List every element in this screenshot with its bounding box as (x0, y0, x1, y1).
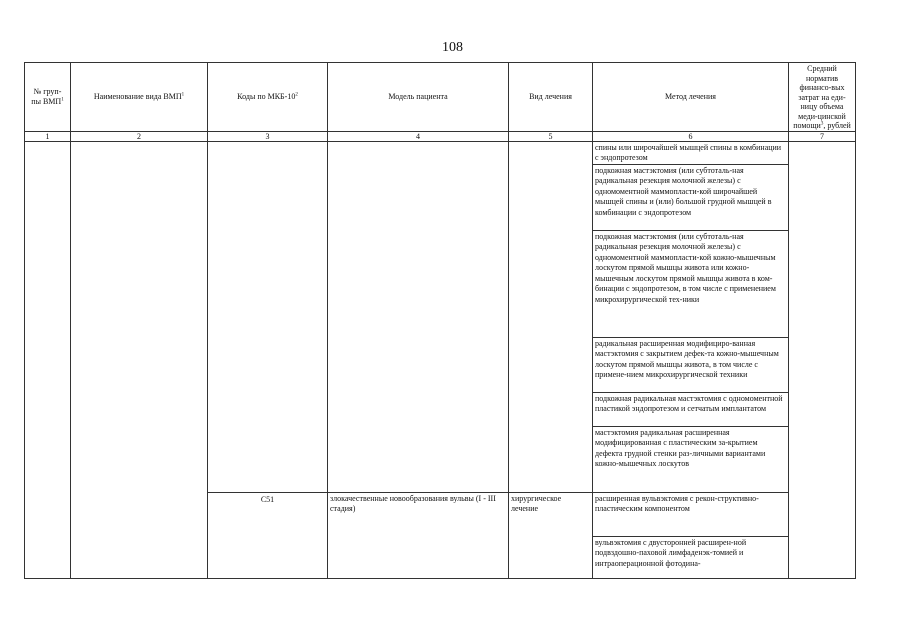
column-number-row (25, 131, 856, 141)
vmp-name-cell (71, 141, 208, 578)
column-number: 5 (509, 131, 593, 141)
method-cell (593, 578, 789, 579)
header-treatment-method: Метод лечения (593, 63, 789, 132)
patient-model-cell (328, 141, 509, 492)
table-row (25, 141, 856, 164)
header-vmp-name: Наименование вида ВМП$^1$ (71, 63, 208, 132)
column-number: 7 (789, 131, 856, 141)
method-cell: расширенная вульвэктомия с рекон-структивно-пластическим компонентом (593, 492, 789, 536)
method-cell: спины или широчайшей мышцей спины в комбинации с эндопротезом (593, 141, 789, 164)
header-patient-model: Модель пациента (328, 63, 509, 132)
cost-cell (789, 141, 856, 578)
icd-code-cell (208, 141, 328, 492)
treatment-type-cell: хирургическое лечение (509, 492, 593, 578)
method-cell: вульвэктомия с двусторонней расширен-ной подвздошно-паховой лимфаденэк-томией и интраоперационной фотодина- (593, 536, 789, 578)
header-icd-codes: Коды по МКБ-$10^2$ (208, 63, 328, 132)
column-number: 1 (25, 131, 71, 141)
method-cell: подкожная радикальная мастэктомия с одномоментной пластикой эндопротезом и сетчатым имплантатом (593, 392, 789, 426)
method-cell: радикальная расширенная модифициро-ванная мастэктомия с закрытием дефек-та кожно-мышечным лоскутом прямой мышцы живота, в том числе с примене-нием микрохирургической техники (593, 337, 789, 392)
vmp-table (24, 62, 856, 579)
column-number: 2 (71, 131, 208, 141)
column-number: 4 (328, 131, 509, 141)
patient-model-cell: злокачественные новообразования вульвы (I - III стадия) (328, 492, 509, 578)
method-cell: подкожная мастэктомия (или субтоталь-ная радикальная резекция молочной железы) с одномоментной маммопласти-кой широчайшей мышцей спины и (или) большой грудной мышцей в комбинации с эндопротезом (593, 164, 789, 230)
treatment-type-cell (509, 141, 593, 492)
header-treatment-type: Вид лечения (509, 63, 593, 132)
header-avg-cost: Средний норматив финансо-вых затрат на еди-ницу объема меди-цинской помощи$^3$, рублей (789, 63, 856, 132)
column-number: 6 (593, 131, 789, 141)
method-cell: подкожная мастэктомия (или субтоталь-ная радикальная резекция молочной железы) с одномоментной маммопласти-кой кожно-мышечным лоскутом прямой мышцы живота или кожно-мышечным лоскутом прямой мышцы живота в ком-бинации с эндопротезом, в том числе с применением микрохирургической тех-ники (593, 230, 789, 337)
page-number: 108 (442, 40, 463, 55)
group-number-cell (25, 141, 71, 578)
icd-code-cell: C51 (208, 492, 328, 578)
header-group-number: № груп- пы ВМП$^1$ (25, 63, 71, 132)
column-number: 3 (208, 131, 328, 141)
header-row (25, 63, 856, 132)
method-cell: мастэктомия радикальная расширенная модифицированная с пластическим за-крытием дефекта грудной стенки раз-личными вариантами кожно-мышечных лоскутов (593, 426, 789, 492)
